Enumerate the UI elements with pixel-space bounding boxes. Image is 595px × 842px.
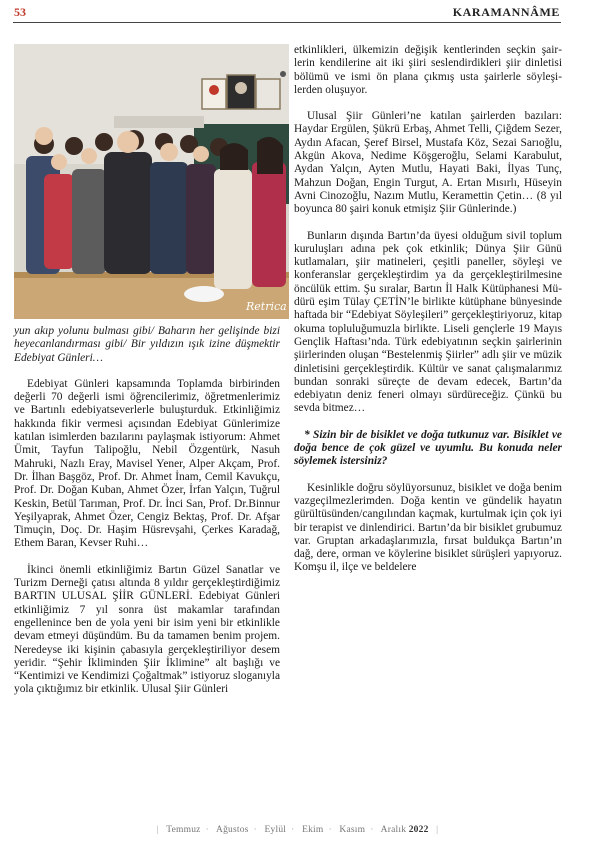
footer-month: Kasım: [339, 825, 366, 835]
left-column: [14, 325, 280, 697]
footer-month: Eylül: [264, 825, 287, 835]
footer-month: Temmuz: [166, 825, 201, 835]
paragraph: Kesinlikle doğru söylüyorsunuz, bisiklet ve doğa benim vazgeçilmezlerimden. Doğa kentin ve gündelik hayatın gürültüsünden/cangılından kaçmak, kurtulmak için çok iyi bir terapist ve dinlendirici. Bartın’da bir bisiklet grubumuz var. Gruptan arkadaşlarımızla, fırsat buldukça Bartın’ın dağ, dere, orman ve köylerine bisiklet sürüşleri yapıyoruz. Komşu il, ilçe ve beldelere: [294, 481, 562, 574]
magazine-title: KARAMANNÂME: [452, 5, 560, 19]
page-number: 53: [14, 5, 26, 19]
paragraph: Edebiyat Günleri kapsamında Toplamda birbirinden değerli 70 değerli ismi öğrencilerimiz, öğretmenlerimiz ve Bartınlı edebiyatseverlerle buluşturduk. Etkinliğimiz hakkında fikir vermesi açısından Edebiyat Günlerimize katılan isimlerden bazılarını paylaşmak istiyorum: Ahmet Ümit, Tayfun Talipoğlu, Nebil Özgentürk, Nasuh Mahruki, Nazlı Eray, Mavisel Yener, Alper Akçam, Prof. Dr. İlhan Başgöz, Prof. Dr. Ahmet İnam, Cemil Kavukçu, Prof. Dr. Doğan Kuban, Ahmet Özer, İrfan Yalçın, Tuğrul Keskin, Betül Tarıman, Prof. Dr. İnci San, Prof. Dr.Binnur Yeşilyaprak, Ahmet Özer, Cengiz Bektaş, Prof. Dr. Afşar Timuçin, Doç. Dr. Haşim Hüsrevşahi, Çerkes Karadağ, Ethem Baran, Kevser Ruhi…: [14, 377, 280, 550]
footer-month: Ağustos: [216, 825, 249, 835]
photo-watermark: Retrica: [246, 300, 287, 313]
paragraph: Ulusal Şiir Günleri’ne katılan şairlerden bazıları: Haydar Ergülen, Şükrü Erbaş, Ahmet Telli, Çiğdem Sezer, Aydın Afacan, Şeref Birsel, Mustafa Köz, Sezai Sarıoğlu, Akgün Akova, Nedime Köşgeroğlu, Selami Karabulut, Aydan Yalçın, Ayten Mutlu, Hayati Baki, İlyas Tunç, Mahzun Doğan, Engin Turgut, A. Ertan Mısırlı, Hüseyin Avni Cinozoğlu, Nazım Mutlu, Keramettin Çetin… (8 yıl boyunca 80 şairi konuk etmişiz Şiir Günlerinde.): [294, 110, 562, 216]
interview-question: * Sizin bir de bisiklet ve doğa tutkunuz var. Bisiklet ve doğa bence de çok güzel ve uyumlu. Bu konuda neler söylemek istersiniz?: [294, 428, 562, 468]
footer-month: Aralık: [380, 825, 407, 835]
paragraph: İkinci önemli etkinliğimiz Bartın Güzel Sanatlar ve Turizm Derneği çatısı altında 8 yıldır gerçekleştirdiğimiz BARTIN ULUSAL ŞİİR GÜNLERİ. Edebiyat Günleri etkinliğimiz 7 yıl sonra üst makamlar tarafından engellenince ben de yola yeni bir isim yeni bir etkinlikle devam etmeyi düşündüm. Bu da tamamen benim projem. Neredeyse iki kişinin çabasıyla gerçekleştiriliyor desem yeridir. “Şehir İkliminden Şiir İklimine” alt başlığı ve “Kentimizi ve Kendimizi Çoğaltmak” istiyoruz sloganıyla yola çıktığımız bir etkinlik. Ulusal Şiir Günleri: [14, 563, 280, 696]
group-photo: [14, 44, 289, 319]
paragraph: Bunların dışında Bartın’da üyesi olduğum sivil toplum kuruluşları adına pek çok etkinlik; Dünya Şiir Günü kutlamaları, şiir matineleri, çeşitli paneller, söyleşi ve konferanslar gerçekleştirdim ya da gerçekleştirilmesine öncülük ettim. Şu sıralar, Bartın İl Halk Kütüphanesi Müdürü eşim Tülay ÇETİN’le birlikte kütüphane bünyesinde haftada bir “Edebiyat Söyleşileri” gerçekleştiriyoruz, kitap okuma topluluğumuzla birlikte. Liseli gençlerle 19 Mayıs Gençlik Haftası’nda. Türk edebiyatının seçkin şairlerinin şiirlerinden oluşan “Bestelenmiş Şiirler” adlı şiir ve müzik dinletisini gerçekleştirdik. Kültür ve sanat çalışmalarımız bundan sonraki süreçte de devam edecek, Bartın’da edebiyatın deniz feneri olmayı sürdüreceğiz. Çünkü bu sevda bitmez…: [294, 229, 562, 415]
header-rule: [13, 22, 561, 23]
paragraph: etkinlikleri, ülkemizin değişik kentlerinden seçkin şairlerin kendilerine ait iki şiiri seslendirdikleri şiir dinletisi bölümü ve ismi ön plana çıkmış usta şairlerle söyleşilerden oluşuyor.: [294, 44, 562, 96]
right-column: [294, 44, 562, 575]
footer: | Temmuz · Ağustos · Eylül · Ekim · Kasım · Aralık 2022 |: [156, 825, 439, 835]
footer-year: 2022: [408, 825, 429, 835]
photo-caption: yun akıp yolunu bulması gibi/ Baharın her gelişinde bizi heyecanlandırması gibi/ Bir yıldızın ışık izine düşmektir Edebiyat Günleri…: [14, 325, 280, 364]
footer-month: Ekim: [302, 825, 324, 835]
